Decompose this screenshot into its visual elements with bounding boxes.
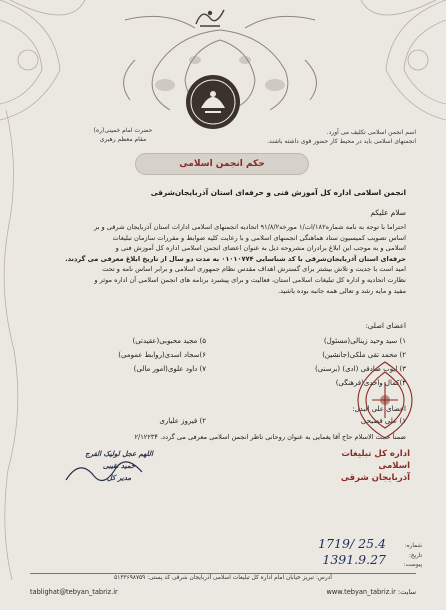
quote-line: اسم انجمن اسلامی تکلیف می آورد. [326, 129, 416, 136]
body-line: اسلامی و به موجب این ابلاغ برادران مشروحه ذیل به عنوان اعضای انجمن اسلامی اداره کل آموزش فنی و [115, 244, 406, 253]
meta-label: تاریخ: [408, 552, 422, 559]
footer-email: tablighat@tebyan_tabriz.ir [30, 588, 118, 596]
main-members-title: اعضای اصلی: [365, 322, 406, 330]
attribution-line: مقام معظم رهبری [99, 136, 147, 143]
imam-quote [216, 128, 416, 146]
footer-web [30, 588, 416, 598]
handwritten-signature [60, 450, 150, 490]
body-line: احتراما با توجه به نامه شماره۱۸۲/ات/۱ مورخه۹۱/۸/۲ اتحادیه انجمنهای اسلامی ادارات استان آذربایجان شرقی و بر [93, 223, 406, 231]
member-item: ۲) محمد تقی ملکی(جانشین) [322, 351, 406, 359]
member-item: ۳) ایوب صادقی (ادی) (برسنی) [315, 365, 406, 373]
addressee-line: انجمن اسلامی اداره کل آموزش فنی و حرفه‌ای استان آذربایجان‌شرقی [150, 188, 406, 197]
handwritten-letter-date: 1391.9.27 [322, 552, 386, 567]
office-logo-line: آذربایجان شرقی [340, 473, 410, 483]
alternate-member: ۲) فیروز علیاری [159, 417, 206, 425]
body-line: اساس تصویب کمیسیون ستاد هماهنگی انجمنهای اسلامی و با رعایت کلیه ضوابط و مقررات سازمان تبلیغات [112, 233, 406, 242]
attribution-line: حضرت امام خمینی(ره) [93, 127, 153, 134]
emblem-logo [183, 72, 243, 132]
calligraphy-mark [192, 4, 228, 30]
body-line: مفید و مایه رشد و تعالی همه جانبه بوده باشید. [278, 286, 406, 295]
member-item: ۱) سید وحید زینالی(مسئول) [323, 337, 406, 345]
body-line: امید است با جدیت و تلاش بیشتر برای گسترش اهداف مقدس نظام جمهوری اسلامی و برابر اساس نامه و تحت [102, 265, 406, 274]
alternate-members-title: اعضای علی البدل: [352, 405, 406, 413]
side-border-ornament [0, 110, 26, 580]
footer-divider [30, 573, 416, 574]
quote-attribution [58, 126, 188, 144]
office-logo [318, 448, 410, 484]
members-column-left [36, 334, 206, 376]
meta-label: شماره: [404, 543, 422, 549]
letter-body [38, 222, 406, 296]
alternate-member: ۱) علی فصیحی [360, 417, 406, 425]
members-list [36, 334, 406, 404]
body-line: حرفه‌ای استان آذربایجان‌شرقی با کد شناسایی ۰۱۰۱۰۷۷۴ به مدت دو سال از تاریخ ابلاغ معرفی می گردند. [65, 254, 406, 263]
alternate-members [36, 417, 406, 431]
member-item: ۶)سجاد اسدی(روابط عمومی) [118, 351, 206, 359]
footer-address: آدرس: تبریز خیابان امام اداره کل تبلیغات اسلامی آذربایجان شرقی کد پستی: ۵۱۳۳۶۹۸۷۵۹ [114, 575, 332, 581]
footer-website: سایت: www.tebyan_tabriz.ir [326, 588, 416, 596]
member-item: ۴)کمال واحدی(فرهنگی) [335, 379, 406, 387]
handwritten-letter-number: 1719/ 25.4 [318, 536, 386, 551]
body-line: نظارت اتحادیه و اداره کل تبلیغات اسلامی استان، فعالیت و برای پیشبرد برنامه های انجمن اسلامی آن اداره موثر و [94, 275, 406, 284]
quote-line: انجمنهای اسلامی باید در محیط کار حضور قوی داشته باشند. [267, 138, 416, 145]
letter-meta-labels [392, 542, 422, 571]
medallion-ornament [354, 360, 416, 440]
member-item: ۷) داود علوی(امور مالی) [133, 365, 206, 373]
office-logo-line: اداره کل تبلیغات اسلامی [341, 449, 410, 471]
clergy-note: ضمناً حجت الاسلام حاج آقا یغمایی به عنوان روحانی ناظر انجمن اسلامی معرفی می گردد. ۲/۱۲۲۳۴ [134, 433, 406, 441]
salutation: سلام علیکم [370, 208, 406, 217]
signature-line: اللهم عجل لولیک الفرج [85, 450, 153, 458]
signature-line: حمید نقیبی [102, 462, 136, 470]
signature-line: مدیر کل [106, 474, 132, 482]
document-title-banner: حکم انجمن اسلامی [135, 153, 309, 175]
meta-label: پیوست: [403, 562, 422, 568]
member-item: ۵) مجید محبوبی(عقیدتی) [132, 337, 206, 345]
